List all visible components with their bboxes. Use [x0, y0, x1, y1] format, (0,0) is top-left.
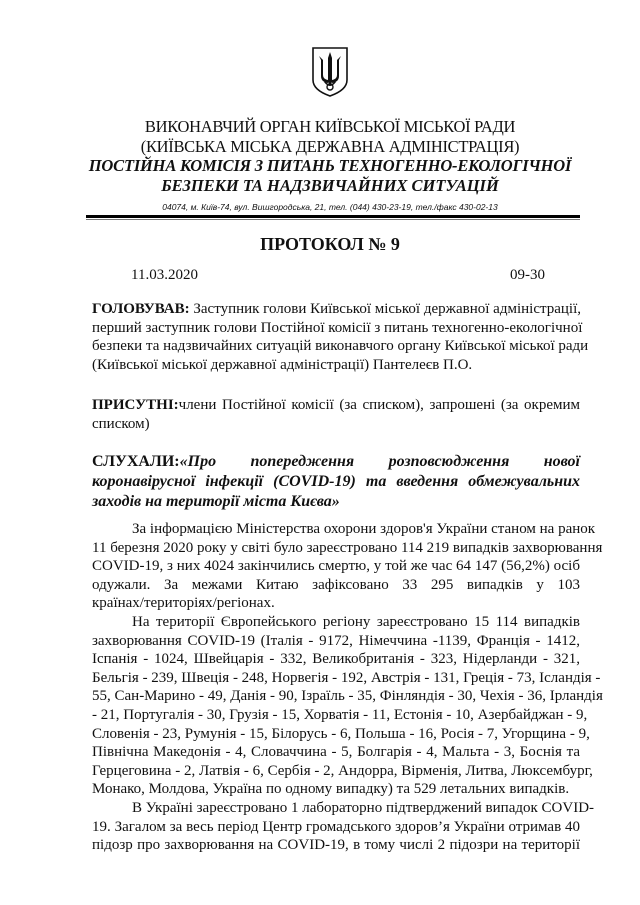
protocol-title: ПРОТОКОЛ № 9	[260, 234, 400, 254]
commission-name-line-2: БЕЗПЕКИ ТА НАДЗВИЧАЙНИХ СИТУАЦІЙ	[161, 176, 499, 195]
paragraph-1-line: країнах/територіях/регіонах.	[92, 595, 275, 612]
chaired-label: ГОЛОВУВАВ:	[92, 301, 190, 317]
body-text	[92, 520, 603, 855]
paragraph-1-line: 11 березня 2020 року у світі було зареєстровано 114 219 випадків захворювання	[92, 539, 603, 556]
paragraph-1-line: За інформацією Міністерства охорони здоров'я України станом на ранок	[132, 521, 596, 537]
paragraph-2-line: Бельгія - 239, Швеція - 248, Норвегія - 192, Австрія - 131, Греція - 73, Ісландія -	[92, 669, 601, 686]
heard-label: СЛУХАЛИ:	[92, 453, 180, 470]
paragraph-2-line: - 21, Португалія - 30, Грузія - 15, Хорватія - 11, Естонія - 10, Азербайджан - 9,	[92, 706, 588, 723]
protocol-time: 09-30	[510, 267, 545, 283]
chaired-text: перший заступник голови Постійної комісії з питань техногенно-екологічної	[92, 319, 583, 336]
paragraph-3-line: підозр про захворювання на COVID-19, в тому числі 2 підозри на території	[92, 837, 580, 854]
present-label: ПРИСУТНІ:	[92, 397, 179, 413]
paragraph-2-line: На території Європейського регіону зареєстровано 15 114 випадків	[132, 613, 580, 630]
paragraph-2-line: 55, Сан-Марино - 49, Данія - 90, Ізраїль - 35, Фінляндія - 30, Чехія - 36, Ірландія	[92, 688, 603, 705]
paragraph-3-line: В Україні зареєстровано 1 лабораторно підтверджений випадок COVID-	[132, 799, 595, 816]
ukraine-trident-coat-of-arms-icon	[311, 46, 349, 98]
heard-topic: заходів на території міста Києва»	[92, 493, 340, 510]
paragraph-1-line: COVID-19, з них 4024 закінчились смертю, у той же час 64 147 (56,2%) осіб	[92, 558, 580, 575]
paragraph-1-line: одужали. За межами Китаю зафіксовано 33 295 випадків у 103	[92, 576, 580, 593]
heard-topic: «Про попередження розповсюдження нової	[179, 453, 580, 470]
address-line: 04074, м. Київ-74, вул. Вишгородська, 21, тел. (044) 430-23-19, тел./факс 430-02-13	[162, 202, 498, 212]
chaired-section	[92, 300, 589, 374]
present-section	[92, 396, 580, 433]
heard-section	[92, 452, 580, 512]
protocol-date: 11.03.2020	[131, 267, 198, 283]
paragraph-2-line: Герцеговина - 2, Латвія - 6, Сербія - 2, Андорра, Вірменія, Литва, Люксембург,	[92, 762, 593, 779]
header-divider-shadow	[86, 219, 580, 220]
paragraph-3-line: 19. Загалом за весь період Центр громадського здоров’я України отримав 40	[92, 818, 580, 835]
present-text: списком)	[92, 415, 150, 432]
chaired-text: Заступник голови Київської міської державної адміністрації,	[189, 301, 581, 317]
org-name-line-2: (КИЇВСЬКА МІСЬКА ДЕРЖАВНА АДМІНІСТРАЦІЯ)	[140, 137, 520, 156]
heard-topic: коронавірусної інфекції (COVID-19) та введення обмежувальних	[92, 473, 580, 490]
chaired-text: (Київської міської державної адміністрації) Пантелеєв П.О.	[92, 356, 473, 373]
paragraph-2-line: Словенія - 23, Румунія - 15, Білорусь - 6, Польша - 16, Росія - 7, Угорщина - 9,	[92, 725, 590, 742]
present-text: члени Постійної комісії (за списком), запрошені (за окремим	[178, 397, 580, 413]
paragraph-2-line: захворювання COVID-19 (Італія - 9172, Німеччина -1139, Франція - 1412,	[92, 632, 580, 649]
chaired-text: безпеки та надзвичайних ситуацій виконавчого органу Київської міської ради	[92, 338, 589, 355]
paragraph-2-line: Північна Македонія - 4, Словаччина - 5, Болгарія - 4, Мальта - 3, Боснія та	[92, 744, 580, 761]
commission-name-line-1: ПОСТІЙНА КОМІСІЯ З ПИТАНЬ ТЕХНОГЕННО-ЕКОЛОГІЧНОЇ	[88, 156, 572, 175]
org-name-line-1: ВИКОНАВЧИЙ ОРГАН КИЇВСЬКОЇ МІСЬКОЇ РАДИ	[144, 117, 516, 136]
header-divider	[86, 215, 580, 218]
paragraph-2-line: Монако, Молдова, Україна по одному випадку) та 529 летальних випадків.	[92, 781, 570, 798]
paragraph-2-line: Іспанія - 1024, Швейцарія - 332, Великобританія - 323, Нідерланди - 321,	[92, 651, 580, 668]
